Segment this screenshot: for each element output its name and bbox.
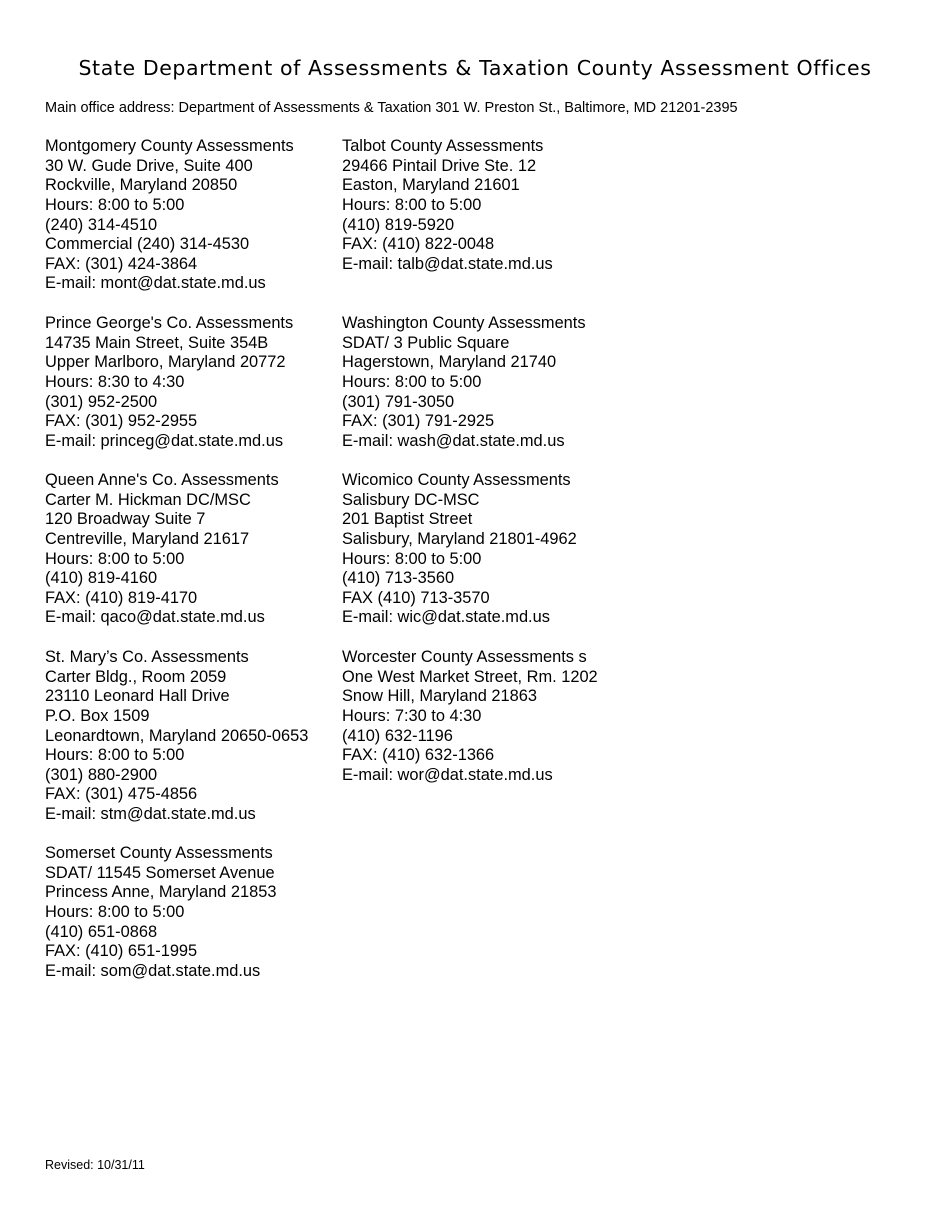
office-fax: FAX: (301) 424-3864 (45, 254, 198, 273)
office-fax: FAX: (410) 822-0048 (342, 235, 495, 254)
office-hours: Hours: 8:00 to 5:00 (45, 195, 185, 214)
office-phone: (301) 791-3050 (342, 392, 455, 411)
office-phone: (410) 819-4160 (45, 569, 158, 588)
office-city: Salisbury, Maryland 21801-4962 (342, 529, 577, 548)
office-street: 14735 Main Street, Suite 354B (45, 333, 269, 352)
office-city: Snow Hill, Maryland 21863 (342, 687, 537, 706)
office-commercial-phone: Commercial (240) 314-4530 (45, 235, 250, 254)
office-somerset (45, 844, 276, 981)
office-phone: (301) 880-2900 (45, 765, 158, 784)
office-po-box: P.O. Box 1509 (45, 706, 150, 725)
office-name: Montgomery County Assessments (45, 137, 294, 155)
office-email: E-mail: stm@dat.state.md.us (45, 805, 256, 823)
office-hours: Hours: 8:30 to 4:30 (45, 372, 185, 391)
office-hours: Hours: 8:00 to 5:00 (342, 549, 482, 568)
office-fax: FAX: (301) 475-4856 (45, 785, 198, 804)
office-phone: (240) 314-4510 (45, 215, 158, 234)
office-fax: FAX (410) 713-3570 (342, 588, 490, 607)
office-name: Prince George's Co. Assessments (45, 314, 294, 332)
office-hours: Hours: 8:00 to 5:00 (45, 746, 185, 765)
office-hours: Hours: 8:00 to 5:00 (342, 195, 482, 214)
office-washington (342, 314, 586, 451)
office-st-marys (45, 648, 308, 825)
office-city: Upper Marlboro, Maryland 20772 (45, 353, 286, 372)
revised-date: Revised: 10/31/11 (45, 1158, 145, 1172)
office-phone: (410) 632-1196 (342, 726, 453, 745)
office-fax: FAX: (410) 819-4170 (45, 588, 198, 607)
office-phone: (410) 713-3560 (342, 569, 455, 588)
office-name: Queen Anne's Co. Assessments (45, 471, 279, 489)
office-email: E-mail: qaco@dat.state.md.us (45, 608, 265, 627)
office-name: Somerset County Assessments (45, 844, 273, 862)
office-queen-annes (45, 471, 279, 628)
office-street: 120 Broadway Suite 7 (45, 510, 206, 529)
office-building: Salisbury DC-MSC (342, 490, 480, 509)
office-email: E-mail: wash@dat.state.md.us (342, 431, 565, 450)
office-fax: FAX: (410) 632-1366 (342, 746, 495, 765)
office-name: Talbot County Assessments (342, 137, 544, 155)
office-hours: Hours: 8:00 to 5:00 (45, 902, 185, 921)
office-city: Centreville, Maryland 21617 (45, 529, 250, 548)
page-title: State Department of Assessments & Taxation County Assessment Offices (78, 56, 872, 80)
office-hours: Hours: 8:00 to 5:00 (342, 372, 482, 391)
office-city: Princess Anne, Maryland 21853 (45, 883, 277, 902)
office-fax: FAX: (410) 651-1995 (45, 942, 198, 961)
office-phone: (410) 651-0868 (45, 922, 158, 941)
office-montgomery (45, 137, 294, 294)
office-building: Carter Bldg., Room 2059 (45, 667, 227, 686)
office-city: Leonardtown, Maryland 20650-0653 (45, 726, 309, 745)
office-street: 29466 Pintail Drive Ste. 12 (342, 156, 537, 175)
office-street: 23110 Leonard Hall Drive (45, 687, 230, 706)
office-street: SDAT/ 11545 Somerset Avenue (45, 863, 275, 882)
office-city: Rockville, Maryland 20850 (45, 176, 238, 195)
office-city: Hagerstown, Maryland 21740 (342, 353, 557, 372)
office-email: E-mail: som@dat.state.md.us (45, 961, 261, 980)
office-street: 201 Baptist Street (342, 510, 473, 529)
office-street: SDAT/ 3 Public Square (342, 333, 510, 352)
office-city: Easton, Maryland 21601 (342, 176, 520, 195)
office-email: E-mail: wor@dat.state.md.us (342, 765, 553, 784)
office-name: St. Mary’s Co. Assessments (45, 648, 249, 666)
office-email: E-mail: mont@dat.state.md.us (45, 274, 266, 293)
office-wicomico (342, 471, 577, 628)
office-prince-georges (45, 314, 293, 451)
main-office-address: Main office address: Department of Assessments & Taxation 301 W. Preston St., Baltimore, MD 21201-2395 (45, 100, 738, 116)
office-hours: Hours: 7:30 to 4:30 (342, 706, 482, 725)
office-name: Worcester County Assessments s (342, 648, 587, 666)
office-worcester (342, 648, 598, 785)
office-email: E-mail: talb@dat.state.md.us (342, 254, 553, 273)
office-building: Carter M. Hickman DC/MSC (45, 490, 251, 509)
office-name: Washington County Assessments (342, 314, 586, 332)
office-email: E-mail: wic@dat.state.md.us (342, 608, 550, 627)
office-hours: Hours: 8:00 to 5:00 (45, 549, 185, 568)
office-name: Wicomico County Assessments (342, 471, 571, 489)
office-email: E-mail: princeg@dat.state.md.us (45, 431, 284, 450)
office-fax: FAX: (301) 791-2925 (342, 412, 495, 431)
office-fax: FAX: (301) 952-2955 (45, 412, 198, 431)
office-phone: (410) 819-5920 (342, 215, 455, 234)
office-street: One West Market Street, Rm. 1202 (342, 667, 598, 686)
office-street: 30 W. Gude Drive, Suite 400 (45, 156, 253, 175)
office-phone: (301) 952-2500 (45, 392, 158, 411)
office-talbot (342, 137, 553, 274)
